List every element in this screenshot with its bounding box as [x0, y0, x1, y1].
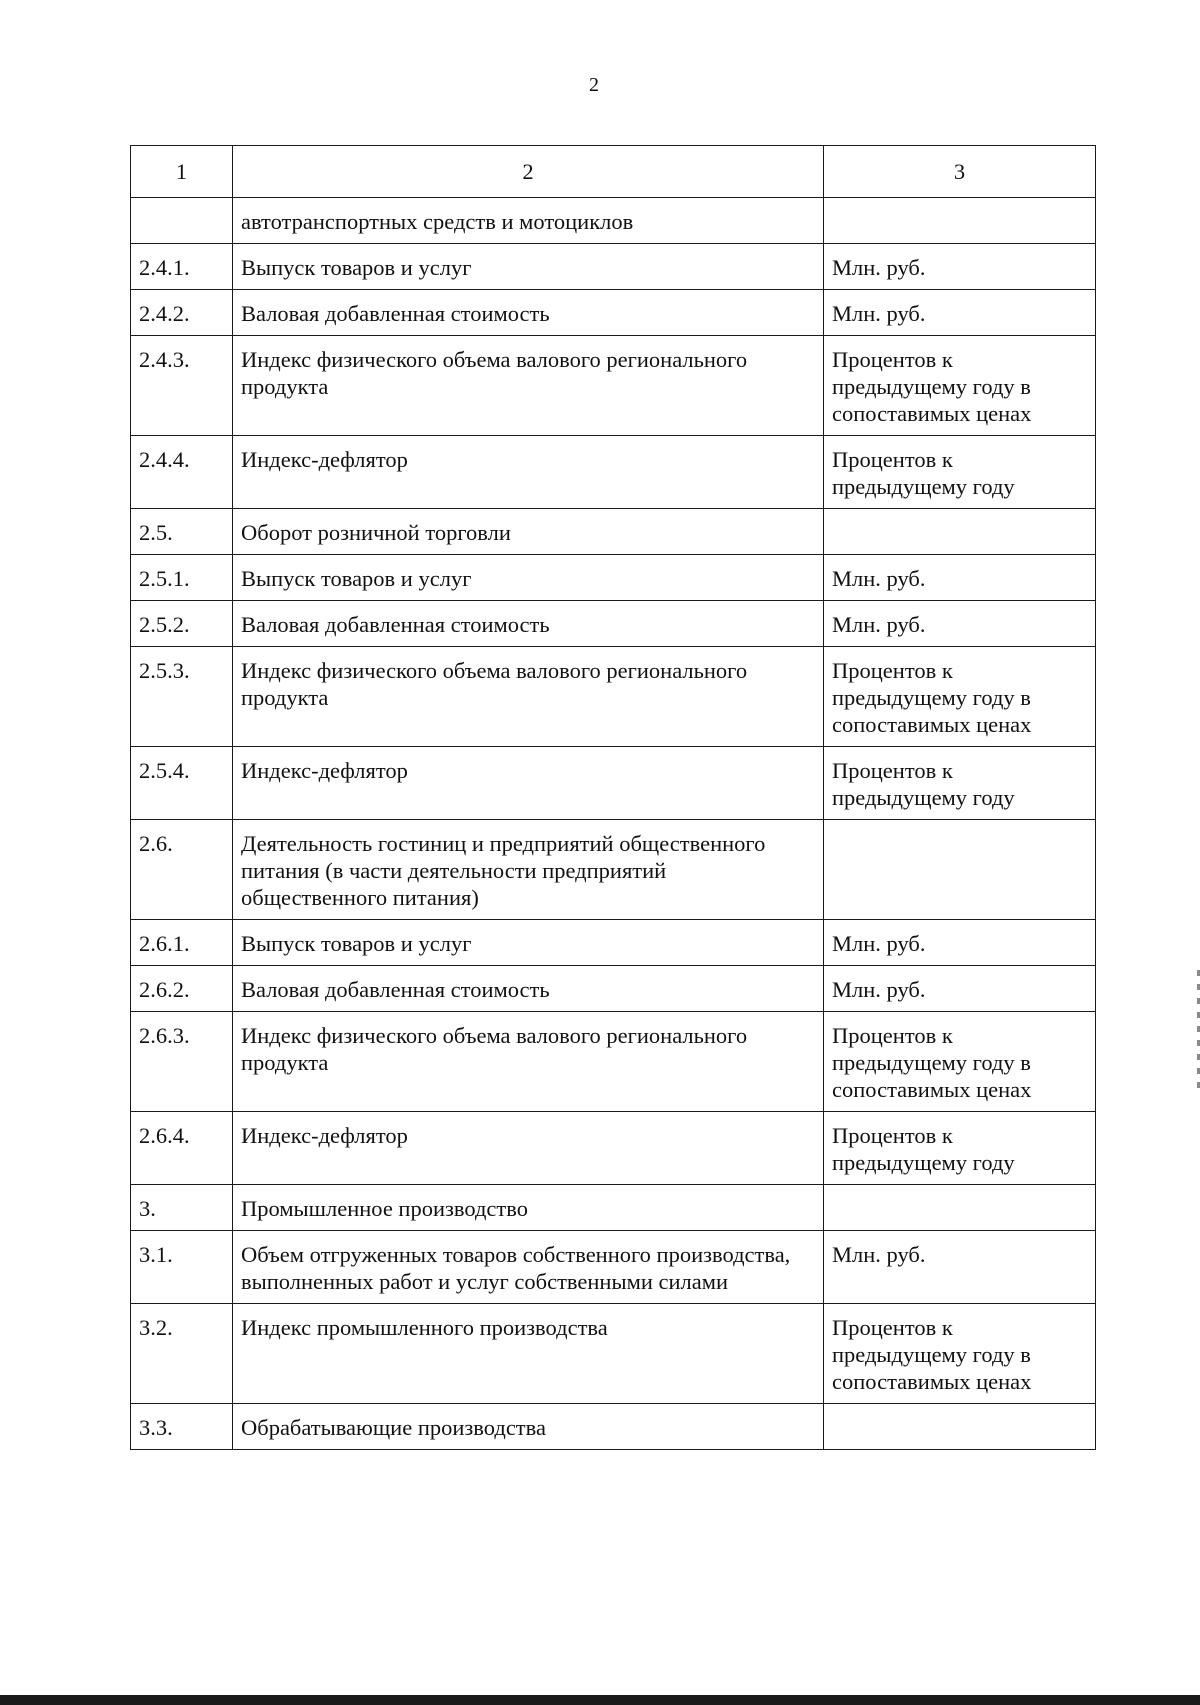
row-unit-cell: Млн. руб.	[824, 966, 1096, 1012]
row-number-cell: 3.3.	[131, 1404, 233, 1450]
row-indicator-cell: Индекс физического объема валового регионального продукта	[233, 1012, 824, 1112]
row-indicator-cell: Объем отгруженных товаров собственного производства, выполненных работ и услуг собственными силами	[233, 1231, 824, 1304]
row-number-cell: 2.4.1.	[131, 244, 233, 290]
row-indicator-cell: Обрабатывающие производства	[233, 1404, 824, 1450]
row-unit-cell: Процентов к предыдущему году в сопоставимых ценах	[824, 1012, 1096, 1112]
row-indicator-cell: Индекс-дефлятор	[233, 747, 824, 820]
table-row	[131, 601, 1096, 647]
row-number-cell: 3.	[131, 1185, 233, 1231]
row-number-cell	[131, 198, 233, 244]
row-indicator-cell: Индекс-дефлятор	[233, 1112, 824, 1185]
row-unit-cell: Процентов к предыдущему году	[824, 1112, 1096, 1185]
table-row	[131, 290, 1096, 336]
row-number-cell: 2.4.3.	[131, 336, 233, 436]
table-row	[131, 647, 1096, 747]
row-unit-cell	[824, 198, 1096, 244]
row-indicator-cell: Оборот розничной торговли	[233, 509, 824, 555]
row-indicator-cell: Индекс физического объема валового регионального продукта	[233, 336, 824, 436]
row-unit-cell: Процентов к предыдущему году в сопоставимых ценах	[824, 1304, 1096, 1404]
row-indicator-cell: Выпуск товаров и услуг	[233, 920, 824, 966]
row-indicator-cell: Валовая добавленная стоимость	[233, 601, 824, 647]
column-header-name: 2	[233, 146, 824, 198]
row-number-cell: 2.6.2.	[131, 966, 233, 1012]
row-indicator-cell: Деятельность гостиниц и предприятий общественного питания (в части деятельности предприятий общественного питания)	[233, 820, 824, 920]
row-unit-cell: Млн. руб.	[824, 1231, 1096, 1304]
row-unit-cell: Млн. руб.	[824, 290, 1096, 336]
row-number-cell: 2.5.	[131, 509, 233, 555]
row-unit-cell	[824, 1404, 1096, 1450]
row-unit-cell	[824, 509, 1096, 555]
indicators-table	[130, 145, 1096, 1450]
row-unit-cell: Процентов к предыдущему году в сопоставимых ценах	[824, 336, 1096, 436]
row-indicator-cell: Индекс физического объема валового регионального продукта	[233, 647, 824, 747]
row-unit-cell: Млн. руб.	[824, 601, 1096, 647]
row-indicator-cell: Индекс промышленного производства	[233, 1304, 824, 1404]
row-number-cell: 2.4.4.	[131, 436, 233, 509]
row-indicator-cell: автотранспортных средств и мотоциклов	[233, 198, 824, 244]
table-row	[131, 920, 1096, 966]
row-indicator-cell: Выпуск товаров и услуг	[233, 555, 824, 601]
row-number-cell: 2.5.2.	[131, 601, 233, 647]
column-header-unit: 3	[824, 146, 1096, 198]
row-indicator-cell: Валовая добавленная стоимость	[233, 290, 824, 336]
table-row	[131, 555, 1096, 601]
row-number-cell: 2.6.	[131, 820, 233, 920]
row-number-cell: 3.1.	[131, 1231, 233, 1304]
row-unit-cell: Млн. руб.	[824, 244, 1096, 290]
row-number-cell: 2.5.1.	[131, 555, 233, 601]
row-unit-cell	[824, 820, 1096, 920]
table-row	[131, 1112, 1096, 1185]
row-unit-cell: Млн. руб.	[824, 555, 1096, 601]
table-row	[131, 1185, 1096, 1231]
table-row	[131, 1304, 1096, 1404]
table-row	[131, 747, 1096, 820]
table-row	[131, 1404, 1096, 1450]
table-row	[131, 1012, 1096, 1112]
row-number-cell: 2.6.4.	[131, 1112, 233, 1185]
row-unit-cell: Процентов к предыдущему году	[824, 436, 1096, 509]
row-unit-cell	[824, 1185, 1096, 1231]
row-unit-cell: Процентов к предыдущему году	[824, 747, 1096, 820]
row-number-cell: 2.6.1.	[131, 920, 233, 966]
row-indicator-cell: Индекс-дефлятор	[233, 436, 824, 509]
row-indicator-cell: Выпуск товаров и услуг	[233, 244, 824, 290]
table-header-row	[131, 146, 1096, 198]
scan-bottom-bar	[0, 1695, 1200, 1705]
table-row	[131, 966, 1096, 1012]
column-header-number: 1	[131, 146, 233, 198]
table-row	[131, 436, 1096, 509]
page-number: 2	[589, 74, 599, 96]
table-row	[131, 1231, 1096, 1304]
table-row	[131, 198, 1096, 244]
table-row	[131, 509, 1096, 555]
row-number-cell: 2.5.3.	[131, 647, 233, 747]
row-number-cell: 2.5.4.	[131, 747, 233, 820]
table-row	[131, 336, 1096, 436]
row-unit-cell: Млн. руб.	[824, 920, 1096, 966]
row-unit-cell: Процентов к предыдущему году в сопоставимых ценах	[824, 647, 1096, 747]
row-number-cell: 2.6.3.	[131, 1012, 233, 1112]
row-number-cell: 2.4.2.	[131, 290, 233, 336]
row-number-cell: 3.2.	[131, 1304, 233, 1404]
table-row	[131, 244, 1096, 290]
table-body	[131, 146, 1096, 1450]
row-indicator-cell: Валовая добавленная стоимость	[233, 966, 824, 1012]
table-row	[131, 820, 1096, 920]
row-indicator-cell: Промышленное производство	[233, 1185, 824, 1231]
